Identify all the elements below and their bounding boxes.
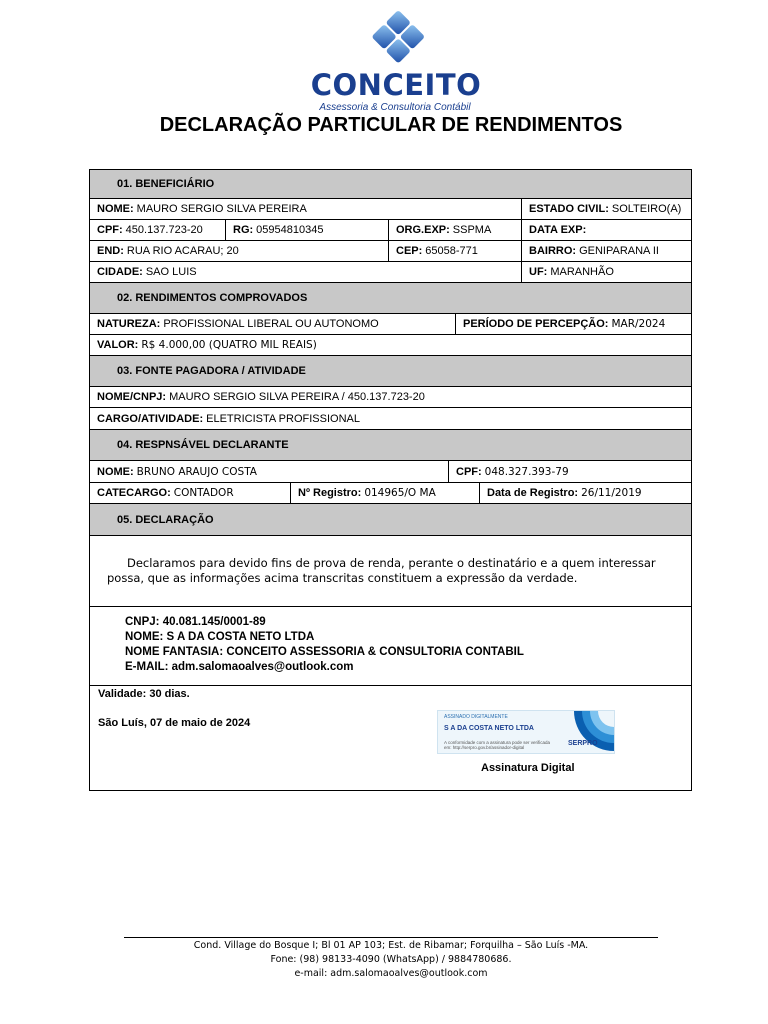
company-email: E-MAIL: adm.salomaoalves@outlook.com [125, 661, 354, 673]
company-name: NOME: S A DA COSTA NETO LTDA [125, 631, 315, 643]
company-info [125, 615, 524, 675]
section-title: 02. RENDIMENTOS COMPROVADOS [117, 292, 308, 304]
serpro-logo: SERPRO [568, 740, 598, 747]
signature-label: Assinatura Digital [481, 762, 575, 774]
field-bairro: BAIRRO: GENIPARANA II [529, 245, 659, 257]
field-resp-nome: NOME: BRUNO ARAUJO COSTA [90, 461, 449, 482]
field-org-exp: ORG.EXP: SSPMA [389, 220, 522, 240]
field-cargo: CARGO/ATIVIDADE: ELETRICISTA PROFISSIONAL [97, 412, 360, 425]
signature-name: S A DA COSTA NETO LTDA [444, 725, 534, 732]
section-header-declaracao [90, 504, 691, 536]
table-row [90, 262, 691, 283]
table-row [90, 387, 691, 408]
table-row [90, 483, 691, 504]
validity-text: Validade: 30 dias. [98, 688, 190, 700]
signature-verify-text: A conformidade com a assinatura pode ser verificada em: http://serpro.gov.br/assinador-digital [444, 740, 551, 750]
digital-signature-stamp [437, 710, 615, 754]
field-rg: RG: 05954810345 [226, 220, 389, 240]
logo-subtitle: Assessoria & Consultoria Contábil [319, 102, 471, 113]
table-row [90, 241, 691, 262]
footer-address: Cond. Village do Bosque I; Bl 01 AP 103; Est. de Ribamar; Forquilha – São Luís -MA. [193, 940, 589, 951]
section-title: 01. BENEFICIÁRIO [117, 178, 215, 190]
company-fantasy-name: NOME FANTASIA: CONCEITO ASSESSORIA & CONSULTORIA CONTABIL [125, 646, 524, 658]
field-end: END: RUA RIO ACARAU; 20 [90, 241, 389, 261]
field-nome-cnpj: NOME/CNPJ: MAURO SERGIO SILVA PEREIRA / 450.137.723-20 [97, 391, 425, 403]
company-cnpj: CNPJ: 40.081.145/0001-89 [125, 616, 266, 628]
field-cep: CEP: 65058-771 [389, 241, 522, 261]
field-natureza: NATUREZA: PROFISSIONAL LIBERAL OU AUTONOMO [90, 314, 456, 334]
field-registro: Nº Registro: 014965/O MA [291, 483, 480, 503]
field-periodo: PERÍODO DE PERCEPÇÃO: MAR/2024 [463, 318, 666, 330]
section-title: 05. DECLARAÇÃO [117, 513, 214, 526]
field-data-registro: Data de Registro: 26/11/2019 [487, 487, 642, 499]
company-logo [300, 10, 490, 113]
declaration-text: Declaramos para devido fins de prova de renda, perante o destinatário e a quem interessar possa, que as informações acima transcritas constituem a expressão da verdade. [107, 556, 656, 585]
signature-arc-icon [564, 711, 614, 754]
field-data-exp: DATA EXP: [529, 224, 587, 236]
table-row [90, 335, 691, 356]
logo-name: CONCEITO [310, 68, 482, 102]
section-header-beneficiario [90, 170, 691, 199]
field-catecargo: CATECARGO: CONTADOR [90, 483, 291, 503]
footer-divider [124, 937, 658, 938]
section-header-fonte [90, 356, 691, 387]
place-date-text: São Luís, 07 de maio de 2024 [98, 717, 251, 729]
table-row [90, 199, 691, 220]
section-title: 03. FONTE PAGADORA / ATIVIDADE [117, 365, 306, 377]
field-estado-civil: ESTADO CIVIL: SOLTEIRO(A) [529, 203, 682, 215]
table-row [90, 461, 691, 483]
table-row [90, 314, 691, 335]
table-row [90, 408, 691, 430]
declaration-form [89, 169, 692, 791]
field-cpf: CPF: 450.137.723-20 [90, 220, 226, 240]
field-resp-cpf: CPF: 048.327.393-79 [456, 465, 569, 478]
signature-header: ASSINADO DIGITALMENTE [444, 714, 508, 720]
page-title: DECLARAÇÃO PARTICULAR DE RENDIMENTOS [159, 114, 623, 136]
table-row [90, 220, 691, 241]
footer-email: e-mail: adm.salomaoalves@outlook.com [294, 968, 488, 979]
field-uf: UF: MARANHÃO [529, 266, 614, 278]
section-header-responsavel [90, 430, 691, 461]
logo-mark-icon [355, 10, 433, 72]
field-nome: NOME: MAURO SERGIO SILVA PEREIRA [90, 199, 522, 219]
section-header-rendimentos [90, 283, 691, 314]
section-title: 04. RESPNSÁVEL DECLARANTE [117, 439, 289, 451]
field-cidade: CIDADE: SAO LUIS [90, 262, 522, 282]
field-valor: VALOR: R$ 4.000,00 (QUATRO MIL REAIS) [97, 339, 317, 351]
footer-phone: Fone: (98) 98133-4090 (WhatsApp) / 9884780686. [270, 954, 512, 965]
